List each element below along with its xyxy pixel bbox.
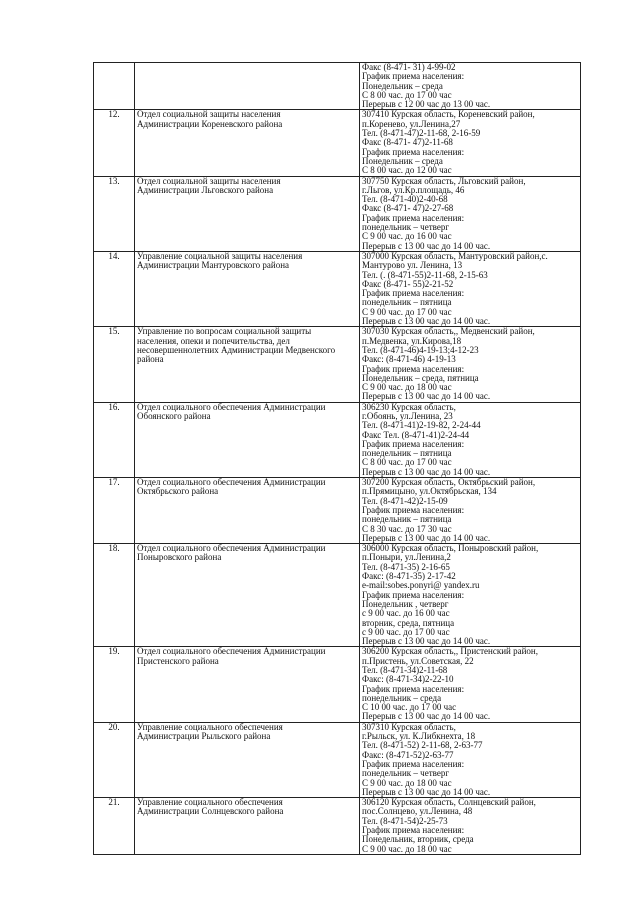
department-name-line: Администрации Рыльского района	[137, 731, 271, 742]
contact-info	[360, 798, 581, 855]
contact-info-line: Перерыв с 13 00 час до 14 00 час.	[362, 391, 491, 402]
department-name	[135, 722, 360, 797]
department-name-line: Управление по вопросам социальной защиты	[137, 326, 312, 337]
contact-info-line: С 9 00 час. до 16 00 час	[362, 231, 452, 242]
contact-info-line: Факс: (8-471-46) 4-19-13	[362, 354, 456, 365]
department-name-line: Поныровского района	[137, 552, 222, 563]
contact-info-line: С 9 00 час. до 18 00 час	[362, 777, 452, 788]
department-name	[135, 251, 360, 326]
contact-info-line: График приема населения:	[362, 589, 465, 600]
contact-info-line: Тел. (8-471-41)2-19-82, 2-24-44	[362, 420, 481, 431]
department-name-line: Отдел социального обеспечения Администрации	[137, 646, 326, 657]
table-row	[94, 327, 581, 402]
contact-info-line: Мантурово ул. Ленина, 13	[362, 260, 463, 271]
contact-info-line: График приема населения:	[362, 438, 465, 449]
contact-info-line: Понедельник – среда	[362, 155, 443, 166]
department-name	[135, 176, 360, 251]
department-name	[135, 63, 360, 110]
contact-info-line: График приема населения:	[362, 363, 465, 374]
contact-info-line: 307750 Курская область, Льговский район,	[362, 176, 526, 186]
contact-info-line: С 8 00 час. до 12 00 час	[362, 165, 452, 176]
contact-info-line: Перерыв с 13 00 час до 14 00 час.	[362, 636, 491, 647]
contact-info	[360, 544, 581, 647]
contact-info-line: e-mail:sobes.ponyri@ yandex.ru	[362, 580, 480, 591]
contact-info-line: Факс (8-471- 47)2-27-68	[362, 203, 454, 214]
contact-info-line: График приема населения:	[362, 212, 465, 223]
contact-info-line: С 9 00 час. до 17 00 час	[362, 306, 452, 317]
contact-info-line: Тел. (8-471-35) 2-16-65	[362, 561, 450, 572]
contact-info-line: С 8 00 час. до 17 00 час	[362, 457, 452, 468]
department-name-line: Пристенского района	[137, 655, 219, 666]
department-name	[135, 402, 360, 477]
contact-info-line: Перерыв с 13 00 час до 14 00 час.	[362, 532, 491, 543]
table-row	[94, 110, 581, 176]
contact-info-line: Тел. (. (8-471-55)2-11-68, 2-15-63	[362, 269, 488, 280]
contact-info-line: пос.Солнцево, ул.Ленина, 48	[362, 806, 473, 817]
contact-info-line: Тел. (8-471-34)2-11-68	[362, 665, 448, 675]
contact-info-line: 307200 Курская область, Октябрьский район,	[362, 477, 536, 488]
contact-info	[360, 63, 581, 110]
department-name	[135, 110, 360, 176]
department-name	[135, 544, 360, 647]
department-name-line: Отдел социального обеспечения Администрации	[137, 402, 326, 412]
contact-info-line: п.Коренево, ул.Ленина,27	[362, 118, 461, 129]
contact-info-line: понедельник – среда	[362, 692, 442, 703]
contact-info-line: Перерыв с 13 00 час до 14 00 час.	[362, 711, 491, 722]
row-number: 17.	[94, 478, 135, 544]
contact-info-line: Перерыв с 13 00 час до 14 00 час.	[362, 316, 491, 327]
row-number: 20.	[94, 722, 135, 797]
contact-info-line: Перерыв с 12 00 час до 13 00 час.	[362, 99, 491, 110]
row-number: 21.	[94, 798, 135, 855]
table-body	[94, 63, 581, 855]
contact-info-line: Понедельник , четверг	[362, 598, 449, 609]
department-name-line: Управление социального обеспечения	[137, 722, 283, 732]
department-name-line: района	[137, 354, 164, 365]
contact-info-line: Понедельник – среда, пятница	[362, 372, 479, 383]
row-number: 13.	[94, 176, 135, 251]
contact-info-line: г.Рыльск, ул. К.Либкнехта, 18	[362, 731, 476, 742]
table-row	[94, 647, 581, 722]
department-name-line: Отдел социальной защиты населения	[137, 176, 281, 186]
contact-info-line: понедельник – пятница	[362, 297, 452, 308]
row-number: 12.	[94, 110, 135, 176]
table-row	[94, 176, 581, 251]
contact-info	[360, 110, 581, 176]
row-number: 16.	[94, 402, 135, 477]
department-name	[135, 647, 360, 722]
contact-info-line: Тел. (8-471-42)2-15-09	[362, 495, 448, 506]
contact-info-line: Тел. (8-471-40)2-40-68	[362, 194, 448, 205]
contact-info-line: График приема населения:	[362, 504, 465, 515]
table-row	[94, 478, 581, 544]
department-name	[135, 478, 360, 544]
contact-info-line: п.Прямицыно, ул.Октябрьская, 134	[362, 486, 497, 497]
row-number: 14.	[94, 251, 135, 326]
contact-info-line: Факс Тел. (8-471-41)2-24-44	[362, 429, 470, 440]
table-row	[94, 722, 581, 797]
contact-info-line: График приема населения:	[362, 71, 465, 82]
contact-info-line: Факс: (8-471-52)2-63-77	[362, 749, 454, 760]
contact-info-line: Тел. (8-471-54)2-25-73	[362, 815, 448, 826]
contact-info-line: Понедельник – среда	[362, 80, 443, 91]
contact-info-line: С 8 30 час. до 17 30 час	[362, 523, 452, 534]
contact-info	[360, 402, 581, 477]
contact-info-line: с 9 00 час. до 17 00 час	[362, 626, 450, 637]
contact-info-line: График приема населения:	[362, 758, 465, 769]
row-number: 19.	[94, 647, 135, 722]
contact-info-line: 307000 Курская область, Мантуровский район,с.	[362, 251, 548, 261]
contact-info	[360, 647, 581, 722]
contact-info-line: Понедельник, вторник, среда	[362, 834, 474, 845]
contact-info-line: С 9 00 час. до 18 00 час	[362, 382, 452, 393]
contact-info-line: с 9 00 час. до 16 00 час	[362, 608, 450, 619]
contact-info-line: 306230 Курская область,	[362, 402, 456, 412]
department-name-line: Октябрьского района	[137, 486, 219, 497]
contact-info-line: График приема населения:	[362, 146, 465, 157]
contact-info-line: п.Поныри, ул.Ленина,2	[362, 552, 451, 563]
department-name	[135, 327, 360, 402]
contact-info-line: С 10 00 час. до 17 00 час	[362, 702, 457, 713]
contact-info-line: 306120 Курская область, Солнцевский район,	[362, 797, 536, 808]
department-name	[135, 798, 360, 855]
row-number	[94, 63, 135, 110]
department-name-line: Отдел социального обеспечения Администрации	[137, 543, 326, 554]
department-name-line: несовершеннолетних Администрации Медвенского	[137, 344, 336, 355]
department-name-line: Отдел социального обеспечения Администрации	[137, 477, 326, 488]
contact-info-line: Факс (8-471- 47)2-11-68	[362, 137, 453, 148]
row-number: 15.	[94, 327, 135, 402]
contact-info	[360, 478, 581, 544]
contact-info-line: понедельник – пятница	[362, 514, 452, 525]
contact-info-line: График приема населения:	[362, 825, 465, 836]
contact-info-line: г.Обоянь, ул.Ленина, 23	[362, 410, 453, 421]
contact-info-line: п.Пристень, ул.Советская, 22	[362, 655, 474, 666]
department-name-line: Администрации Кореневского района	[137, 118, 283, 129]
contact-info-line: Тел. (8-471-52) 2-11-68, 2-63-77	[362, 740, 483, 751]
department-name-line: Отдел социальной защиты населения	[137, 109, 281, 120]
contact-info-line: понедельник – четверг	[362, 768, 450, 779]
row-number: 18.	[94, 544, 135, 647]
contact-info-line: Факс: (8-471-34)2-22-10	[362, 674, 454, 685]
contact-info-line: Перерыв с 13 00 час до 14 00 час.	[362, 786, 491, 797]
contact-info-line: 307410 Курская область, Кореневский район,	[362, 109, 535, 120]
contact-info-line: 306000 Курская область, Поныровский район,	[362, 543, 539, 554]
contact-info-line: понедельник – четверг	[362, 222, 450, 233]
table-row	[94, 251, 581, 326]
contact-info-line: г.Льгов, ул.Кр.площадь, 46	[362, 184, 465, 195]
contact-info	[360, 251, 581, 326]
department-name-line: Администрации Мантуровского района	[137, 260, 290, 271]
contact-info-line: вторник, среда, пятница	[362, 617, 455, 628]
contact-info-line: 306200 Курская область,, Пристенский район,	[362, 646, 538, 657]
contact-info-line: Перерыв с 13 00 час до 14 00 час.	[362, 240, 491, 251]
contact-info-line: С 9 00 час. до 18 00 час	[362, 843, 452, 854]
table-row	[94, 798, 581, 855]
contact-info-line: п.Медвенка, ул.Кирова,18	[362, 335, 462, 346]
contact-info	[360, 176, 581, 251]
contact-info-line: Тел. (8-471-46)4-19-13;4-12-23	[362, 344, 479, 355]
contact-info-line: Перерыв с 13 00 час до 14 00 час.	[362, 466, 491, 477]
table-row	[94, 63, 581, 110]
table-row	[94, 544, 581, 647]
contact-info	[360, 327, 581, 402]
contact-info-line: График приема населения:	[362, 288, 465, 299]
contact-info-line: 307310 Курская область,	[362, 722, 456, 732]
contact-info-line: График приема населения:	[362, 683, 465, 694]
contact-info-line: 307030 Курская область,, Медвенский район,	[362, 326, 535, 337]
department-name-line: Обоянского района	[137, 410, 211, 421]
contact-info	[360, 722, 581, 797]
social-services-table	[93, 62, 581, 855]
table-row	[94, 402, 581, 477]
department-name-line: Администрации Льговского района	[137, 184, 274, 195]
contact-info-line: С 8 00 час. до 17 00 час	[362, 89, 452, 100]
contact-info-line: Факс: (8-471-35) 2-17-42	[362, 571, 456, 582]
contact-info-line: Факс (8-471- 55)2-21-52	[362, 278, 454, 289]
contact-info-line: понедельник – пятница	[362, 448, 452, 459]
department-name-line: Администрации Солнцевского района	[137, 806, 284, 817]
department-name-line: Управление социального обеспечения	[137, 797, 283, 808]
department-name-line: населения, опеки и попечительства, дел	[137, 335, 290, 346]
contact-info-line: Тел. (8-471-47)2-11-68, 2-16-59	[362, 128, 481, 139]
contact-info-line: Факс (8-471- 31) 4-99-02	[362, 62, 456, 72]
department-name-line: Управление социальной защиты населения	[137, 251, 303, 261]
